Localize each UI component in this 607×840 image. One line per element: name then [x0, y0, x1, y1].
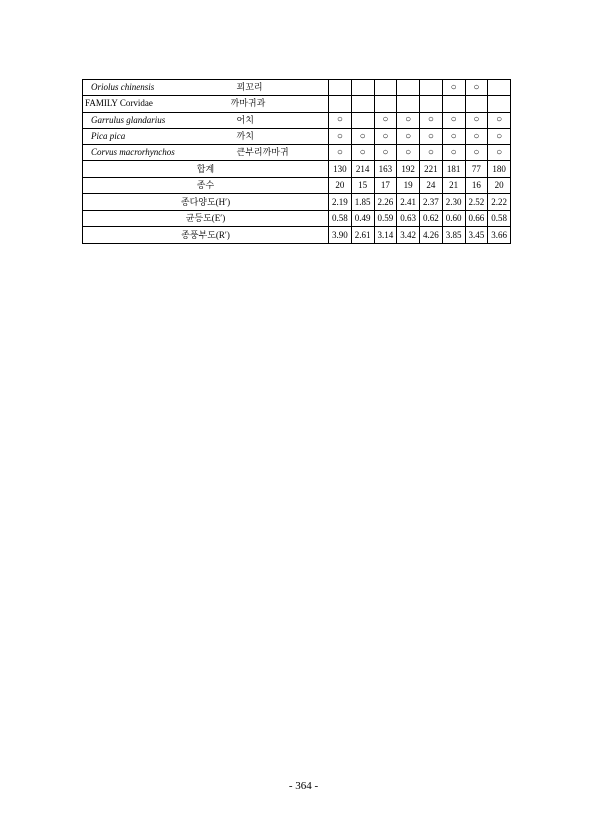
family-name: FAMILY Corvidae: [83, 96, 231, 112]
summary-value: 221: [420, 161, 443, 178]
summary-label: 종풍부도(R′): [83, 227, 329, 244]
species-row: [83, 128, 511, 144]
summary-row: [83, 177, 511, 194]
summary-value: 15: [351, 177, 374, 194]
presence-mark: [442, 96, 465, 112]
summary-value: 2.26: [374, 194, 397, 211]
presence-mark: [329, 80, 352, 96]
presence-mark: [351, 80, 374, 96]
presence-mark: ○: [351, 145, 374, 161]
species-scientific-name: Corvus macrorhynchos: [83, 145, 231, 161]
presence-mark: ○: [442, 128, 465, 144]
summary-value: 0.58: [329, 210, 352, 227]
summary-value: 0.58: [488, 210, 511, 227]
summary-value: 3.85: [442, 227, 465, 244]
presence-mark: ○: [488, 112, 511, 128]
summary-row: [83, 210, 511, 227]
summary-value: 2.61: [351, 227, 374, 244]
summary-value: 77: [465, 161, 488, 178]
presence-mark: ○: [374, 112, 397, 128]
bird-survey-table: [82, 79, 511, 244]
summary-row: [83, 161, 511, 178]
summary-value: 16: [465, 177, 488, 194]
presence-mark: ○: [465, 128, 488, 144]
summary-label: 합계: [83, 161, 329, 178]
species-row: [83, 112, 511, 128]
summary-value: 192: [397, 161, 420, 178]
presence-mark: [465, 96, 488, 112]
species-scientific-name: Pica pica: [83, 128, 231, 144]
summary-value: 3.45: [465, 227, 488, 244]
presence-mark: ○: [465, 145, 488, 161]
presence-mark: [397, 80, 420, 96]
summary-value: 180: [488, 161, 511, 178]
summary-value: 214: [351, 161, 374, 178]
summary-value: 1.85: [351, 194, 374, 211]
presence-mark: ○: [397, 145, 420, 161]
species-korean-name: 까치: [231, 128, 329, 144]
presence-mark: ○: [420, 112, 443, 128]
summary-row: [83, 227, 511, 244]
presence-mark: [351, 112, 374, 128]
summary-value: 2.52: [465, 194, 488, 211]
presence-mark: ○: [442, 145, 465, 161]
summary-value: 181: [442, 161, 465, 178]
presence-mark: ○: [420, 145, 443, 161]
summary-value: 4.26: [420, 227, 443, 244]
presence-mark: ○: [488, 145, 511, 161]
summary-value: 163: [374, 161, 397, 178]
summary-value: 3.42: [397, 227, 420, 244]
summary-value: 20: [488, 177, 511, 194]
summary-label: 균등도(E′): [83, 210, 329, 227]
presence-mark: [374, 96, 397, 112]
presence-mark: ○: [442, 80, 465, 96]
presence-mark: [397, 96, 420, 112]
summary-value: 0.63: [397, 210, 420, 227]
presence-mark: ○: [465, 112, 488, 128]
presence-mark: ○: [374, 128, 397, 144]
presence-mark: ○: [420, 128, 443, 144]
presence-mark: ○: [397, 112, 420, 128]
presence-mark: [351, 96, 374, 112]
summary-value: 0.59: [374, 210, 397, 227]
summary-value: 0.62: [420, 210, 443, 227]
summary-value: 3.66: [488, 227, 511, 244]
summary-value: 19: [397, 177, 420, 194]
summary-row: [83, 194, 511, 211]
presence-mark: [329, 96, 352, 112]
summary-value: 2.19: [329, 194, 352, 211]
species-korean-name: 큰부리까마귀: [231, 145, 329, 161]
summary-value: 0.60: [442, 210, 465, 227]
summary-value: 20: [329, 177, 352, 194]
family-row: [83, 96, 511, 112]
summary-value: 2.30: [442, 194, 465, 211]
summary-value: 21: [442, 177, 465, 194]
species-row: [83, 80, 511, 96]
species-scientific-name: Garrulus glandarius: [83, 112, 231, 128]
species-scientific-name: Oriolus chinensis: [83, 80, 231, 96]
summary-value: 3.90: [329, 227, 352, 244]
species-row: [83, 145, 511, 161]
presence-mark: ○: [465, 80, 488, 96]
presence-mark: ○: [329, 145, 352, 161]
summary-value: 2.22: [488, 194, 511, 211]
summary-value: 24: [420, 177, 443, 194]
presence-mark: [488, 80, 511, 96]
presence-mark: [420, 96, 443, 112]
summary-value: 0.49: [351, 210, 374, 227]
species-korean-name: 어치: [231, 112, 329, 128]
presence-mark: ○: [351, 128, 374, 144]
species-korean-name: 꾀꼬리: [231, 80, 329, 96]
presence-mark: [420, 80, 443, 96]
summary-value: 130: [329, 161, 352, 178]
summary-value: 2.37: [420, 194, 443, 211]
presence-mark: [374, 80, 397, 96]
presence-mark: ○: [329, 112, 352, 128]
page-number: - 364 -: [288, 780, 319, 792]
presence-mark: ○: [374, 145, 397, 161]
presence-mark: ○: [329, 128, 352, 144]
summary-value: 2.41: [397, 194, 420, 211]
summary-label: 종다양도(H′): [83, 194, 329, 211]
summary-label: 종수: [83, 177, 329, 194]
presence-mark: ○: [397, 128, 420, 144]
presence-mark: ○: [442, 112, 465, 128]
summary-value: 0.66: [465, 210, 488, 227]
family-korean-name: 까마귀과: [231, 96, 329, 112]
presence-mark: [488, 96, 511, 112]
presence-mark: ○: [488, 128, 511, 144]
summary-value: 17: [374, 177, 397, 194]
summary-value: 3.14: [374, 227, 397, 244]
